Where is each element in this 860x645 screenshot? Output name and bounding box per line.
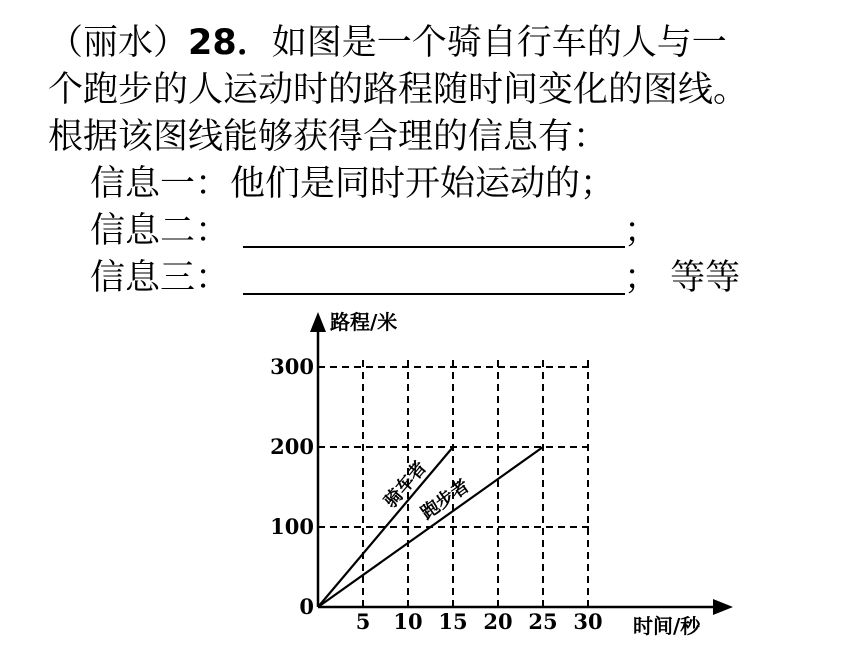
question-number: 28． <box>188 23 272 63</box>
y-tick-label-0: 0 <box>299 594 314 619</box>
y-tick-label-100: 100 <box>270 514 314 539</box>
x-tick-label-30: 30 <box>573 609 603 634</box>
info-2-label: 信息二： <box>90 211 231 251</box>
info-3-end: ； 等等 <box>624 258 741 298</box>
x-tick-label-5: 5 <box>355 609 371 634</box>
x-tick-label-25: 25 <box>528 609 558 634</box>
info-1: 信息一：他们是同时开始运动的； <box>90 164 616 204</box>
x-tick-label-20: 20 <box>483 609 513 634</box>
y-tick-label-200: 200 <box>270 434 314 459</box>
question-line1-text: 如图是一个骑自行车的人与一 <box>271 23 727 63</box>
question-line-2: 个跑步的人运动时的路程随时间变化的图线。 <box>48 70 749 110</box>
series-label-1: 骑车者 <box>380 457 432 513</box>
y-axis-title: 路程/米 <box>330 310 398 334</box>
question-source: （丽水） <box>48 23 189 63</box>
x-tick-label-10: 10 <box>393 609 423 634</box>
x-axis-title: 时间/秒 <box>633 614 701 638</box>
y-tick-label-300: 300 <box>270 354 314 379</box>
info-2-end: ； <box>624 211 660 251</box>
x-tick-label-15: 15 <box>438 609 468 634</box>
series-label-2: 跑步者 <box>417 475 474 524</box>
question-line-3: 根据该图线能够获得合理的信息有： <box>48 117 609 157</box>
chart-labels <box>270 310 701 638</box>
info-3-label: 信息三： <box>90 258 231 298</box>
